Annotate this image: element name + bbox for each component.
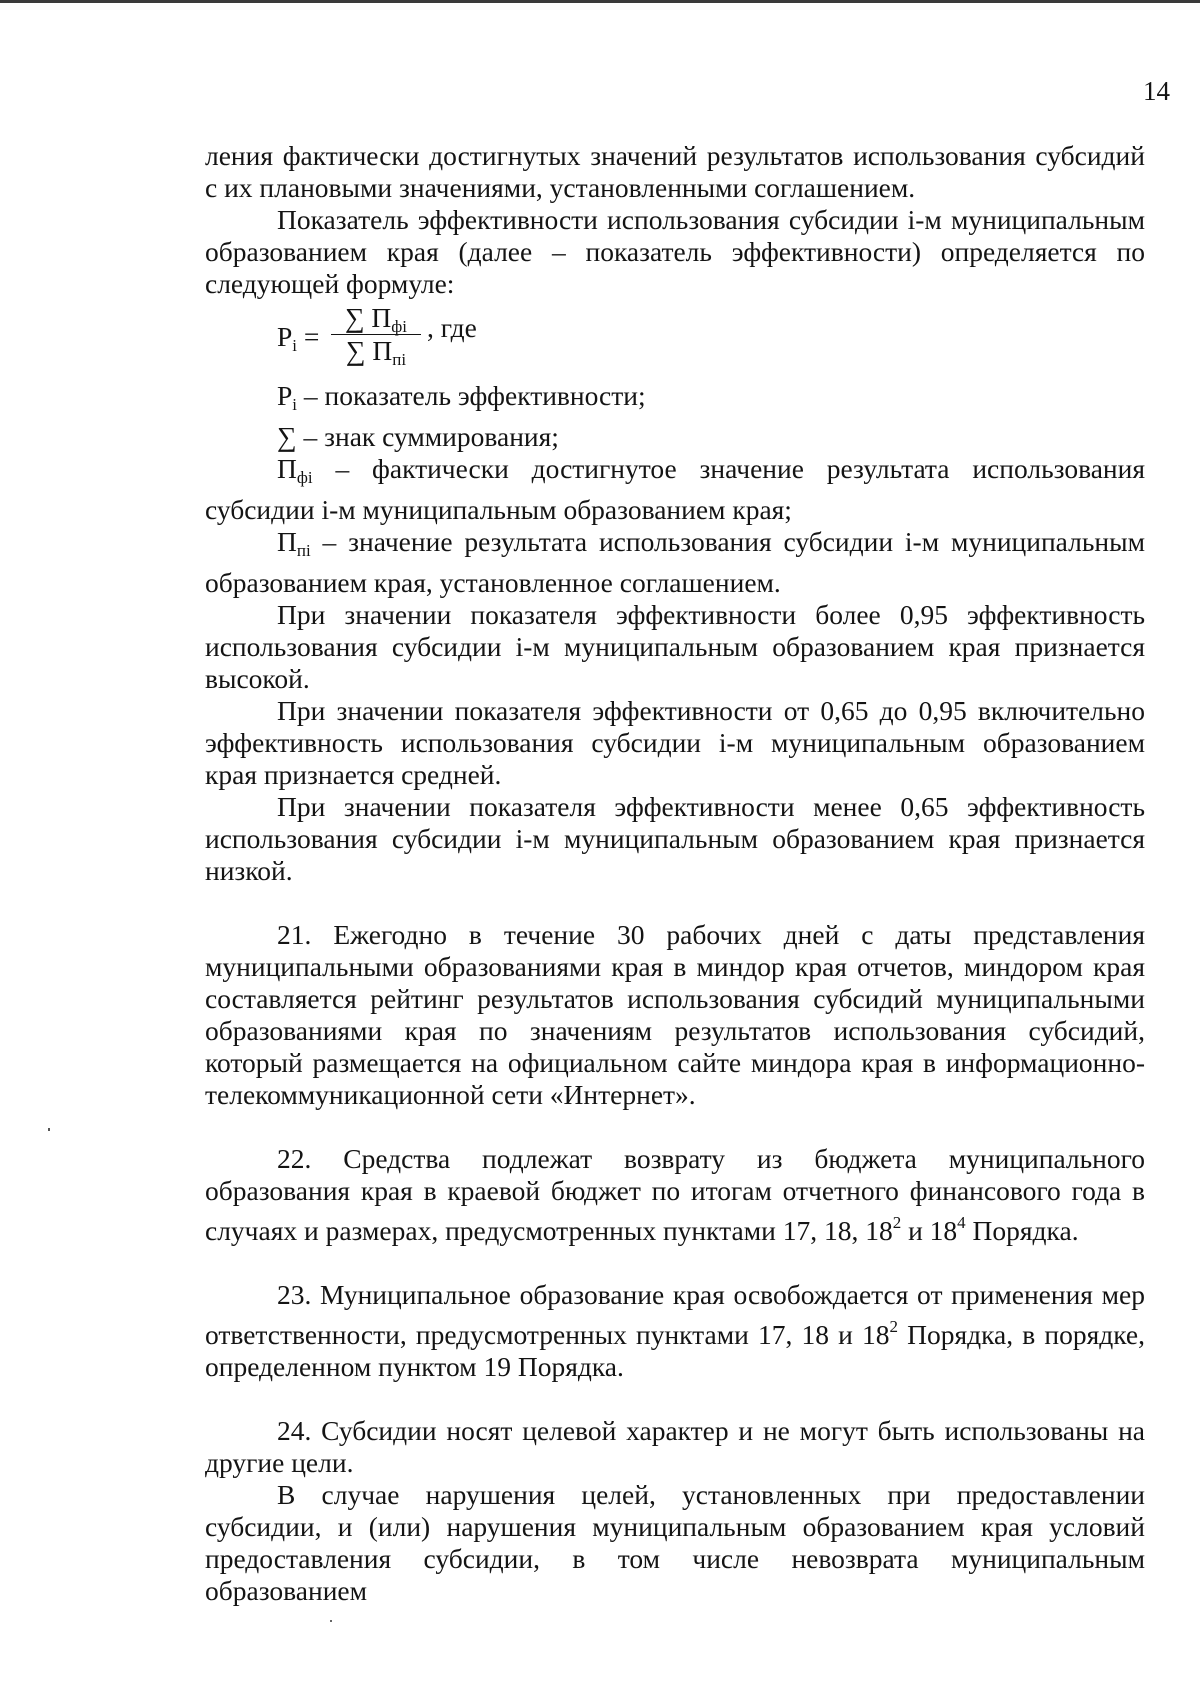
formula-where: , где xyxy=(427,312,477,343)
definition-pi: $P_i$ – показатель эффективности; xyxy=(277,380,646,414)
scan-speck xyxy=(330,1620,332,1622)
formula-denominator: ∑ $П_{пi}$ xyxy=(345,335,407,369)
scan-speck xyxy=(48,1128,50,1131)
paragraph-violation: В случае нарушения целей, установленных при предоставлении субсидии, и (или) нарушения муниципальным образованием края условий предоставления субсидии, в том числе невозврата муниципальным образованием xyxy=(205,1479,1145,1606)
item-22: 22. Средства подлежат возврату из бюджета муниципального образования края в краевой бюджет по итогам отчетного финансового года в случаях и размерах, предусмотренных пунктами 17, 18, $18^2$ и $18^4$ Порядка. xyxy=(205,1143,1145,1246)
page-number: 14 xyxy=(1143,76,1170,106)
definition-actual-value: $П_{фi}$ – фактически достигнутое значение результата использования субсидии i-м муниципальным образованием края; xyxy=(205,453,1145,525)
paragraph-low-efficiency: При значении показателя эффективности менее 0,65 эффективность использования субсидии i-м муниципальным образованием края признается низкой. xyxy=(205,791,1145,886)
paragraph-high-efficiency: При значении показателя эффективности более 0,95 эффективность использования субсидии i-м муниципальным образованием края признается высокой. xyxy=(205,599,1145,694)
item-24: 24. Субсидии носят целевой характер и не могут быть использованы на другие цели. xyxy=(205,1415,1145,1478)
document-body xyxy=(205,140,1145,1607)
formula-fraction xyxy=(331,302,421,369)
definition-planned-value: $П_{пi}$ – значение результата использования субсидии i-м муниципальным образованием края, установленное соглашением. xyxy=(205,526,1145,598)
item-23: 23. Муниципальное образование края освобождается от применения мер ответственности, предусмотренных пунктами 17, 18 и $18^2$ Порядка, в порядке, определенном пунктом 19 Порядка. xyxy=(205,1279,1145,1382)
page-top-edge xyxy=(0,0,1200,3)
formula-lhs: $P_i$ = xyxy=(277,321,320,355)
paragraph-continuation: ления фактически достигнутых значений результатов использования субсидий с их плановыми значениями, установленными соглашением. xyxy=(205,140,1145,203)
paragraph-indicator-definition: Показатель эффективности использования субсидии i-м муниципальным образованием края (далее – показатель эффективности) определяется по следующей формуле: xyxy=(205,204,1145,299)
definition-sum: ∑ – знак суммирования; xyxy=(277,421,559,452)
formula-numerator: ∑ $П_{фi}$ xyxy=(331,304,421,335)
efficiency-formula xyxy=(277,304,1145,370)
item-21: 21. Ежегодно в течение 30 рабочих дней с даты представления муниципальными образованиями края в миндор края отчетов, миндором края составляется рейтинг результатов использования субсидий муниципальными образованиями края по значениям результатов использования субсидий, который размещается на официальном сайте миндора края в информационно-телекоммуникационной сети «Интернет». xyxy=(205,919,1145,1110)
paragraph-medium-efficiency: При значении показателя эффективности от 0,65 до 0,95 включительно эффективность использования субсидии i-м муниципальным образованием края признается средней. xyxy=(205,695,1145,790)
